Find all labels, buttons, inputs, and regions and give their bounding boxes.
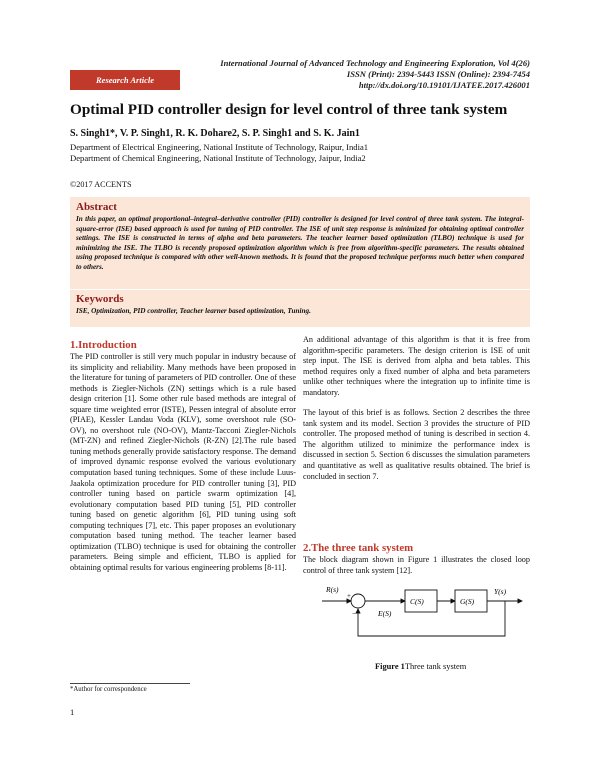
page-number: 1 [70, 707, 75, 717]
keywords-text: ISE, Optimization, PID controller, Teacher learner based optimization, Tuning. [76, 307, 311, 315]
label-y: Y(s) [494, 587, 507, 596]
figure-caption-text: Three tank system [404, 662, 467, 671]
figure-label: Figure 1 [375, 662, 405, 671]
journal-issn: ISSN (Print): 2394-5443 ISSN (Online): 2394-7454 [346, 69, 530, 79]
layout-paragraph: The layout of this brief is as follows. Section 2 describes the three tank system and its model. Section 3 provides the structure of PID controller. The proposed method of tuning is described in section 4. The algorithm utilized to minimize the performance index is discussed in section 5. Section 6 discusses the simulation parameters and quantitative as well as qualitative results obtained. The brief is concluded in section 7. [303, 408, 530, 481]
journal-doi: http://dx.doi.org/10.19101/IJATEE.2017.426001 [358, 80, 530, 90]
label-plus: + [347, 592, 351, 600]
intro-paragraph-2: An additional advantage of this algorithm is that it is free from algorithm-specific parameters. The design criterion is ISE of unit step input. The ISE is derived from alpha and beta tables. This method requires only a fixed number of alpha and beta parameters unlike other techniques where the integration up to infinite time is mandatory. [303, 335, 530, 397]
section-1-left-column [70, 352, 296, 573]
affiliation-2: Department of Chemical Engineering, National Institute of Technology, Jaipur, India2 [70, 153, 366, 163]
label-c: C(S) [410, 597, 424, 606]
label-minus: − [352, 609, 357, 618]
section-2-heading: 2.The three tank system [303, 542, 414, 554]
keywords-heading: Keywords [76, 293, 124, 305]
label-e: E(S) [378, 609, 392, 618]
label-g: G(S) [460, 597, 475, 606]
figure-caption [375, 662, 466, 671]
keywords-box [70, 290, 530, 327]
right-column-intro [303, 335, 530, 482]
author-list: S. Singh1*, V. P. Singh1, R. K. Dohare2, S. P. Singh1 and S. K. Jain1 [70, 128, 360, 139]
paper-title: Optimal PID controller design for level control of three tank system [70, 101, 508, 118]
abstract-heading: Abstract [76, 201, 117, 213]
copyright: ©2017 ACCENTS [70, 180, 132, 189]
footnote-rule [70, 683, 190, 684]
research-article-badge: Research Article [70, 70, 180, 90]
intro-paragraph: The PID controller is still very much popular in industry because of its simplicity and reliability. Many methods have been proposed in the literature for tuning of parameters of PID controller. One of these methods is Ziegler-Nichols (ZN) settings which is a rule based design criterion [1]. Some other rule based methods are integral of square time weighted error (ISTE), Pessen integral of absolute error (PIAE), Kessler Landau Voda (KLV), some overshoot rule (SO-OV), no overshoot rule (NO-OV), Mantz-Tacconi Ziegler-Nichols (MT-ZN) and refined Ziegler-Nichols (R-ZN) [2].The rule based tuning methods generally provide satisfactory response. The demand of improved dynamic response evolved the various evolutionary computation based tuning techniques. Some of these include Luus-Jaakola optimization procedure for PID controller tuning [3], PID controller tuning based on particle swarm optimization [4], evolutionary computation based PID tuning [5], PID controller tuning based on genetic algorithm [6], PID tuning using soft computing techniques [7], etc. This paper proposes an evolutionary computation based tuning method. The teacher learner based optimization (TLBO) technique is used for obtaining the controller parameters. Being simple and efficient, TLBO is applied for obtaining optimal results for various engineering problems [8-11]. [70, 352, 296, 572]
label-r: R(s) [326, 585, 339, 594]
footnote: *Author for correspondence [70, 686, 147, 693]
section-2-text: The block diagram shown in Figure 1 illustrates the closed loop control of three tank system [12]. [303, 555, 530, 575]
abstract-box [70, 197, 530, 289]
block-diagram [300, 578, 532, 662]
summing-junction [351, 594, 365, 608]
abstract-text: In this paper, an optimal proportional–integral–derivative controller (PID) controller is designed for level control of three tank system. The integral-square-error (ISE) based approach is used for tuning of PID controller. The ISE of unit step response is minimized for obtaining optimal controller settings. The ISE is constructed in terms of alpha and beta parameters. The teacher learner based optimization (TLBO) technique is used for minimizing the ISE. The TLBO is recently proposed optimization algorithm which is free from algorithm-specific parameters. The results obtained using proposed technique is compared with other well-known methods. It is found that the proposed technique performs much better when compared to others. [76, 215, 524, 271]
journal-title: International Journal of Advanced Technology and Engineering Exploration, Vol 4(26) [220, 58, 530, 68]
affiliation-1: Department of Electrical Engineering, National Institute of Technology, Raipur, India1 [70, 142, 369, 152]
section-1-heading: 1.Introduction [70, 339, 137, 351]
